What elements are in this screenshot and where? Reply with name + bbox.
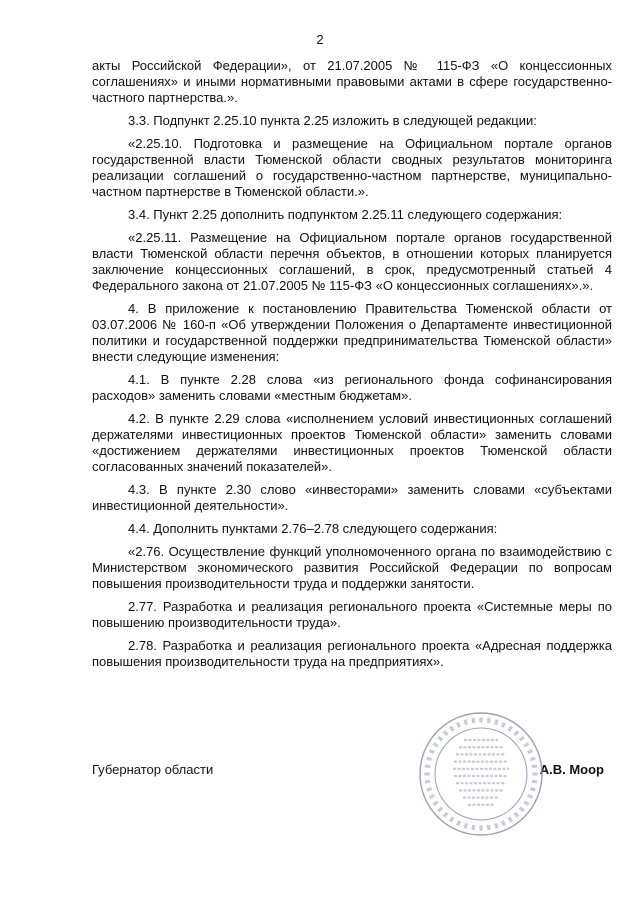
- seal-letter-mark: [507, 816, 513, 822]
- seal-letter-mark: [530, 787, 536, 792]
- seal-letter-mark: [426, 757, 432, 762]
- seal-letter-mark: [424, 772, 429, 775]
- seal-letter-mark: [437, 806, 443, 812]
- seal-letter-mark: [519, 806, 525, 812]
- signatory-title: Губернатор области: [92, 762, 214, 777]
- seal-letter-mark: [513, 812, 519, 818]
- paragraph: акты Российской Федерации», от 21.07.2005 № 115-ФЗ «О концессионных соглашениях» и иными нормативными правовыми актами в сфере государственно-частного партнерства.».: [92, 58, 612, 105]
- seal-letter-mark: [426, 787, 432, 792]
- seal-ring-text-marks: [424, 717, 537, 830]
- seal-letter-mark: [532, 772, 537, 775]
- seal-letter-mark: [449, 816, 455, 822]
- paragraph: «2.76. Осуществление функций уполномоченного органа по взаимодействию с Министерством экономического развития Российской Федерации по вопросам повышения производительности труда и поддержки занятости.: [92, 544, 612, 591]
- seal-letter-mark: [425, 780, 431, 784]
- seal-letter-mark: [443, 730, 449, 736]
- seal-letter-mark: [464, 823, 469, 829]
- seal-letter-mark: [449, 726, 455, 732]
- paragraph: 4.3. В пункте 2.30 слово «инвесторами» заменить словами «субъектами инвестиционной деятельности».: [92, 482, 612, 513]
- seal-letter-mark: [425, 764, 431, 768]
- seal-letter-mark: [523, 742, 529, 748]
- seal-letter-mark: [527, 749, 533, 754]
- seal-letter-mark: [530, 757, 536, 762]
- paragraph: 2.78. Разработка и реализация регионального проекта «Адресная поддержка повышения производительности труда на предприятиях».: [92, 638, 612, 669]
- page-number: 2: [316, 32, 324, 47]
- official-seal-stamp: [417, 710, 545, 838]
- seal-letter-mark: [527, 794, 533, 799]
- seal-letter-mark: [433, 742, 439, 748]
- seal-letter-mark: [471, 718, 475, 724]
- seal-letter-mark: [456, 722, 461, 728]
- paragraph: 2.77. Разработка и реализация регионального проекта «Системные меры по повышению производительности труда».: [92, 599, 612, 630]
- seal-letter-mark: [471, 825, 475, 831]
- paragraph: «2.25.10. Подготовка и размещение на Официальном портале органов государственной власти Тюменской области сводных результатов мониторинга реализации соглашений о государственно-частном партнерстве, муниципально-частном партнерстве в Тюменской области.».: [92, 136, 612, 199]
- seal-letter-mark: [513, 730, 519, 736]
- seal-letter-mark: [501, 722, 506, 728]
- document-body: [92, 58, 612, 677]
- paragraph: 3.4. Пункт 2.25 дополнить подпунктом 2.25.11 следующего содержания:: [128, 207, 563, 222]
- seal-letter-mark: [437, 736, 443, 742]
- seal-letter-mark: [494, 719, 499, 725]
- paragraph: 4.2. В пункте 2.29 слова «исполнением условий инвестиционных соглашений держателями инвестиционных проектов Тюменской области» заменить словами «достижением держателями инвестиционных проектов Тюменской области согласованных значений показателей».: [92, 411, 612, 474]
- seal-letter-mark: [443, 812, 449, 818]
- seal-letter-mark: [433, 800, 439, 806]
- seal-letter-mark: [494, 823, 499, 829]
- seal-letter-mark: [507, 726, 513, 732]
- seal-outer-ring: [420, 713, 542, 835]
- seal-inner-ring: [435, 728, 527, 820]
- seal-letter-mark: [523, 800, 529, 806]
- seal-letter-mark: [487, 718, 491, 724]
- seal-letter-mark: [464, 719, 469, 725]
- seal-letter-mark: [519, 736, 525, 742]
- seal-letter-mark: [487, 825, 491, 831]
- seal-center-lines: [453, 740, 509, 805]
- paragraph: «2.25.11. Размещение на Официальном портале органов государственной власти Тюменской области перечня объектов, в отношении которых планируется заключение концессионных соглашений, в срок, предусмотренный статьей 4 Федерального закона от 21.07.2005 № 115-ФЗ «О концессионных соглашениях».».: [92, 230, 612, 293]
- seal-letter-mark: [429, 749, 435, 754]
- seal-letter-mark: [532, 764, 538, 768]
- paragraph: 4.4. Дополнить пунктами 2.76–2.78 следующего содержания:: [128, 521, 498, 536]
- paragraph: 3.3. Подпункт 2.25.10 пункта 2.25 изложить в следующей редакции:: [128, 113, 537, 128]
- seal-letter-mark: [456, 820, 461, 826]
- seal-letter-mark: [479, 717, 482, 722]
- paragraph: 4. В приложение к постановлению Правительства Тюменской области от 03.07.2006 № 160-п «Об утверждении Положения о Департаменте инвестиционной политики и государственной поддержки предпринимательства Тюменской области» внести следующие изменения:: [92, 301, 612, 364]
- seal-letter-mark: [479, 825, 482, 830]
- seal-letter-mark: [501, 820, 506, 826]
- seal-letter-mark: [429, 794, 435, 799]
- paragraph: 4.1. В пункте 2.28 слова «из регионального фонда софинансирования расходов» заменить словами «местным бюджетам».: [92, 372, 612, 403]
- signatory-name: А.В. Моор: [539, 762, 604, 777]
- seal-letter-mark: [532, 780, 538, 784]
